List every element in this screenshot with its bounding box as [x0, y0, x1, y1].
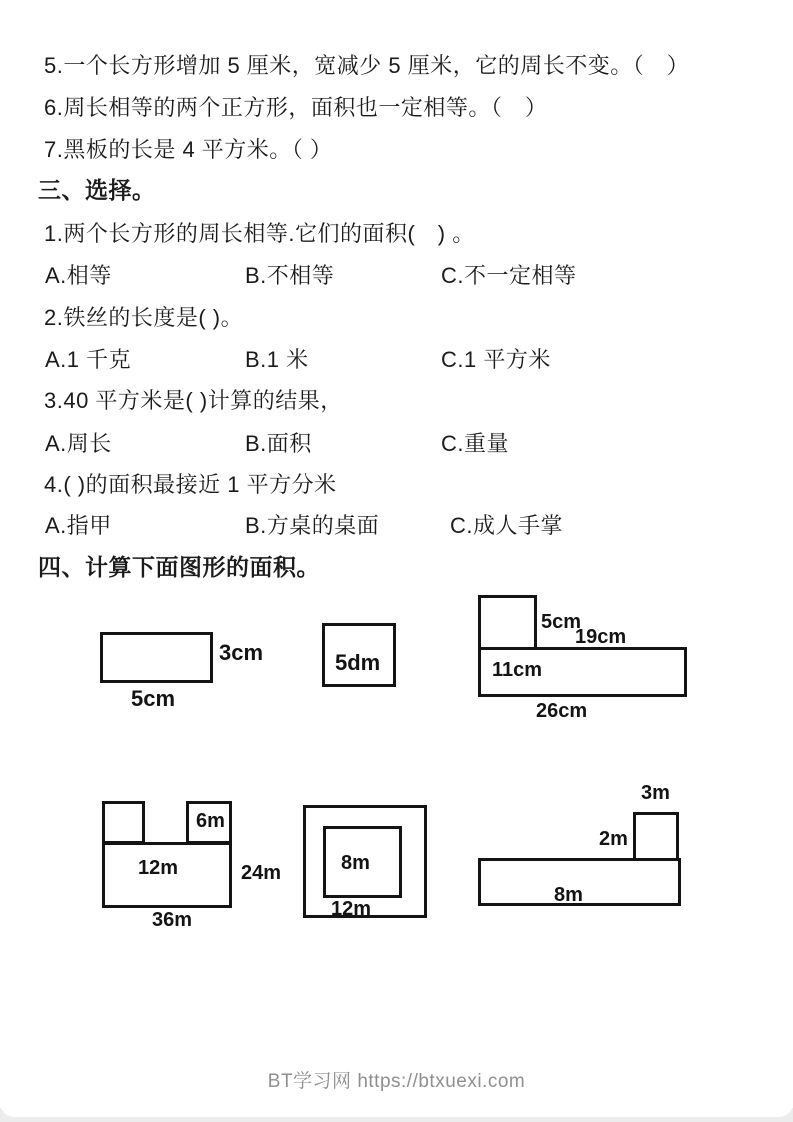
- choice-question-3: 3.40 平方米是( )计算的结果，: [44, 388, 343, 413]
- choice-question-2: 2.铁丝的长度是( )。: [44, 305, 244, 330]
- small-square-outline-m: [633, 812, 679, 861]
- figure4-right-side-label: 24m: [241, 862, 282, 884]
- figure6-top-label: 3m: [641, 782, 670, 804]
- choice-q3-option-a: A.周长: [45, 431, 112, 456]
- choice-q2-option-b: B.1 米: [245, 347, 309, 372]
- figure1-bottom-label: 5cm: [131, 686, 176, 711]
- left-small-square-outline: [102, 801, 145, 844]
- choice-q1-option-b: B.不相等: [245, 263, 335, 288]
- area-section-title: 四、计算下面图形的面积。: [38, 554, 320, 580]
- page-sheet-rounded-bottom: [0, 1095, 793, 1117]
- choice-q2-option-c: C.1 平方米: [441, 347, 551, 372]
- choice-q1-option-c: C.不一定相等: [441, 263, 577, 288]
- figure3-inside-label: 11cm: [492, 659, 543, 681]
- site-watermark: BT学习网 https://btxuexi.com: [267, 1071, 526, 1092]
- choice-q3-option-c: C.重量: [441, 431, 510, 456]
- choice-q4-option-c: C.成人手掌: [450, 513, 564, 538]
- choice-q2-option-a: A.1 千克: [45, 347, 132, 372]
- figure1-side-label: 3cm: [219, 640, 264, 665]
- figure6-inside-label: 8m: [554, 884, 583, 906]
- judge-question-5: 5.一个长方形增加 5 厘米，宽减少 5 厘米，它的周长不变。（ ）: [44, 53, 690, 78]
- figure4-inside-label: 12m: [138, 857, 179, 879]
- choice-question-1: 1.两个长方形的周长相等.它们的面积( ) 。: [44, 221, 475, 246]
- figure4-bottom-label: 36m: [152, 909, 193, 931]
- figure5-inner-label: 8m: [341, 852, 370, 874]
- choice-section-title: 三、选择。: [38, 177, 156, 203]
- figure3-bottom-label: 26cm: [536, 700, 588, 722]
- choice-q3-option-b: B.面积: [245, 431, 312, 456]
- small-square-outline: [478, 595, 537, 650]
- figure2-center-label: 5dm: [335, 650, 381, 675]
- figure6-left-label: 2m: [599, 828, 628, 850]
- choice-q4-option-a: A.指甲: [45, 513, 112, 538]
- figure3-square-side-label: 5cm: [541, 611, 582, 633]
- figure3-top-edge-label: 19cm: [575, 626, 627, 648]
- judge-question-6: 6.周长相等的两个正方形，面积也一定相等。（ ）: [44, 95, 548, 120]
- choice-q1-option-a: A.相等: [45, 263, 112, 288]
- rectangle-outline: [100, 632, 213, 683]
- figure4-small-square-label: 6m: [196, 810, 225, 832]
- choice-q4-option-b: B.方桌的桌面: [245, 513, 380, 538]
- figure5-inner-bottom-label: 12m: [331, 898, 372, 920]
- judge-question-7: 7.黑板的长是 4 平方米。（ ）: [44, 137, 333, 162]
- choice-question-4: 4.( )的面积最接近 1 平方分米: [44, 472, 337, 497]
